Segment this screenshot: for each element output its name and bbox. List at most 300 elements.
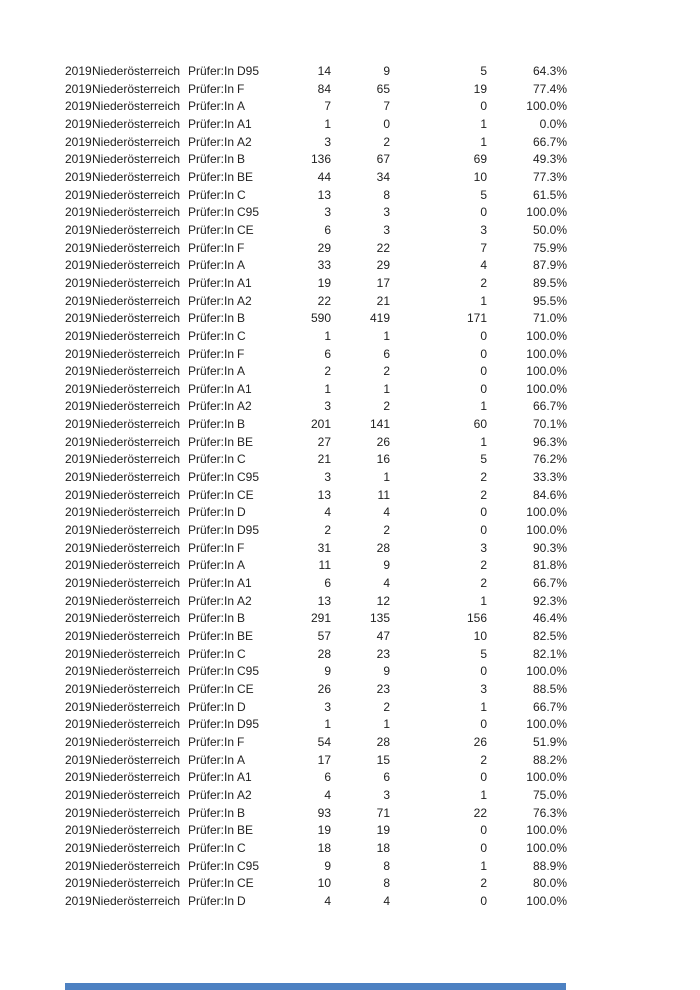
table-row <box>65 416 567 434</box>
role-cell: Prüfer:In <box>188 823 235 838</box>
region-cell: Niederösterreich <box>92 275 181 290</box>
pass-rate-cell: 81.8% <box>532 558 567 573</box>
passed-count-cell: 18 <box>376 840 390 855</box>
failed-count-cell: 2 <box>480 576 487 591</box>
pass-rate-cell: 77.4% <box>532 81 567 96</box>
total-count-cell: 1 <box>324 116 331 131</box>
region-cell: Niederösterreich <box>92 99 181 114</box>
total-count-cell: 136 <box>310 152 331 167</box>
total-count-cell: 3 <box>324 205 331 220</box>
total-count-cell: 291 <box>310 611 331 626</box>
license-class-cell: CE <box>237 222 254 237</box>
failed-count-cell: 1 <box>480 293 487 308</box>
year-cell: 2019 <box>65 487 92 502</box>
failed-count-cell: 5 <box>480 187 487 202</box>
pass-rate-cell: 82.1% <box>532 646 567 661</box>
pass-rate-cell: 80.0% <box>532 876 567 891</box>
passed-count-cell: 1 <box>383 470 390 485</box>
license-class-cell: A <box>237 99 246 114</box>
region-cell: Niederösterreich <box>92 876 181 891</box>
region-cell: Niederösterreich <box>92 611 181 626</box>
total-count-cell: 33 <box>317 258 331 273</box>
table-row <box>65 522 567 540</box>
year-cell: 2019 <box>65 593 92 608</box>
role-cell: Prüfer:In <box>188 840 235 855</box>
year-cell: 2019 <box>65 752 92 767</box>
role-cell: Prüfer:In <box>188 64 235 78</box>
license-class-cell: A1 <box>237 116 252 131</box>
year-cell: 2019 <box>65 681 92 696</box>
pass-rate-cell: 100.0% <box>526 823 567 838</box>
exam-results-table-body <box>65 63 567 911</box>
license-class-cell: F <box>237 346 245 361</box>
total-count-cell: 590 <box>310 311 331 326</box>
passed-count-cell: 12 <box>376 593 390 608</box>
role-cell: Prüfer:In <box>188 593 235 608</box>
region-cell: Niederösterreich <box>92 222 181 237</box>
table-row <box>65 540 567 558</box>
license-class-cell: F <box>237 81 245 96</box>
year-cell: 2019 <box>65 187 92 202</box>
region-cell: Niederösterreich <box>92 152 181 167</box>
total-count-cell: 9 <box>324 664 331 679</box>
total-count-cell: 93 <box>317 805 331 820</box>
year-cell: 2019 <box>65 364 92 379</box>
pass-rate-cell: 100.0% <box>526 523 567 538</box>
failed-count-cell: 22 <box>473 805 487 820</box>
region-cell: Niederösterreich <box>92 629 181 643</box>
table-row <box>65 451 567 469</box>
year-cell: 2019 <box>65 805 92 820</box>
table-row <box>65 328 567 346</box>
failed-count-cell: 1 <box>480 399 487 414</box>
role-cell: Prüfer:In <box>188 893 235 908</box>
passed-count-cell: 7 <box>383 99 390 114</box>
failed-count-cell: 0 <box>480 664 487 679</box>
role-cell: Prüfer:In <box>188 876 235 891</box>
failed-count-cell: 5 <box>480 646 487 661</box>
total-count-cell: 84 <box>317 81 331 96</box>
region-cell: Niederösterreich <box>92 169 181 184</box>
failed-count-cell: 0 <box>480 505 487 520</box>
license-class-cell: B <box>237 311 246 326</box>
region-cell: Niederösterreich <box>92 734 181 749</box>
total-count-cell: 6 <box>324 346 331 361</box>
pass-rate-cell: 95.5% <box>532 293 567 308</box>
passed-count-cell: 1 <box>383 381 390 396</box>
role-cell: Prüfer:In <box>188 752 235 767</box>
license-class-cell: B <box>237 805 246 820</box>
total-count-cell: 2 <box>324 364 331 379</box>
failed-count-cell: 1 <box>480 434 487 449</box>
role-cell: Prüfer:In <box>188 646 235 661</box>
license-class-cell: A1 <box>237 576 252 591</box>
passed-count-cell: 1 <box>383 717 390 732</box>
license-class-cell: A1 <box>237 381 252 396</box>
total-count-cell: 6 <box>324 222 331 237</box>
role-cell: Prüfer:In <box>188 629 235 643</box>
role-cell: Prüfer:In <box>188 770 235 785</box>
role-cell: Prüfer:In <box>188 81 235 96</box>
bottom-accent-bar <box>65 983 566 990</box>
passed-count-cell: 9 <box>383 64 390 78</box>
region-cell: Niederösterreich <box>92 752 181 767</box>
region-cell: Niederösterreich <box>92 311 181 326</box>
pass-rate-cell: 88.5% <box>532 681 567 696</box>
pass-rate-cell: 51.9% <box>532 734 567 749</box>
pass-rate-cell: 76.3% <box>532 805 567 820</box>
role-cell: Prüfer:In <box>188 169 235 184</box>
pass-rate-cell: 100.0% <box>526 346 567 361</box>
region-cell: Niederösterreich <box>92 593 181 608</box>
total-count-cell: 27 <box>317 434 331 449</box>
table-row <box>65 151 567 169</box>
region-cell: Niederösterreich <box>92 470 181 485</box>
region-cell: Niederösterreich <box>92 399 181 414</box>
role-cell: Prüfer:In <box>188 346 235 361</box>
pass-rate-cell: 82.5% <box>532 629 567 643</box>
role-cell: Prüfer:In <box>188 452 235 467</box>
year-cell: 2019 <box>65 452 92 467</box>
year-cell: 2019 <box>65 434 92 449</box>
total-count-cell: 6 <box>324 576 331 591</box>
table-row <box>65 699 567 717</box>
role-cell: Prüfer:In <box>188 558 235 573</box>
license-class-cell: D <box>237 505 246 520</box>
license-class-cell: B <box>237 417 246 432</box>
license-class-cell: CE <box>237 487 254 502</box>
license-class-cell: CE <box>237 876 254 891</box>
passed-count-cell: 16 <box>376 452 390 467</box>
passed-count-cell: 22 <box>376 240 390 255</box>
total-count-cell: 9 <box>324 858 331 873</box>
region-cell: Niederösterreich <box>92 452 181 467</box>
region-cell: Niederösterreich <box>92 187 181 202</box>
table-row <box>65 487 567 505</box>
region-cell: Niederösterreich <box>92 787 181 802</box>
role-cell: Prüfer:In <box>188 258 235 273</box>
failed-count-cell: 69 <box>473 152 487 167</box>
table-row <box>65 787 567 805</box>
pass-rate-cell: 96.3% <box>532 434 567 449</box>
failed-count-cell: 2 <box>480 876 487 891</box>
pass-rate-cell: 33.3% <box>532 470 567 485</box>
region-cell: Niederösterreich <box>92 505 181 520</box>
license-class-cell: A1 <box>237 770 252 785</box>
role-cell: Prüfer:In <box>188 293 235 308</box>
passed-count-cell: 4 <box>383 576 390 591</box>
passed-count-cell: 8 <box>383 187 390 202</box>
year-cell: 2019 <box>65 470 92 485</box>
license-class-cell: D <box>237 699 246 714</box>
region-cell: Niederösterreich <box>92 364 181 379</box>
passed-count-cell: 17 <box>376 275 390 290</box>
total-count-cell: 14 <box>317 64 331 78</box>
table-row <box>65 434 567 452</box>
license-class-cell: A2 <box>237 399 252 414</box>
passed-count-cell: 28 <box>376 540 390 555</box>
passed-count-cell: 47 <box>376 629 390 643</box>
region-cell: Niederösterreich <box>92 540 181 555</box>
pass-rate-cell: 66.7% <box>532 576 567 591</box>
passed-count-cell: 0 <box>383 116 390 131</box>
role-cell: Prüfer:In <box>188 99 235 114</box>
license-class-cell: C <box>237 840 246 855</box>
passed-count-cell: 28 <box>376 734 390 749</box>
failed-count-cell: 0 <box>480 205 487 220</box>
license-class-cell: A2 <box>237 134 252 149</box>
year-cell: 2019 <box>65 840 92 855</box>
license-class-cell: D95 <box>237 64 260 78</box>
failed-count-cell: 0 <box>480 523 487 538</box>
pass-rate-cell: 100.0% <box>526 717 567 732</box>
failed-count-cell: 5 <box>480 452 487 467</box>
passed-count-cell: 6 <box>383 770 390 785</box>
pass-rate-cell: 61.5% <box>532 187 567 202</box>
passed-count-cell: 4 <box>383 505 390 520</box>
total-count-cell: 10 <box>317 876 331 891</box>
region-cell: Niederösterreich <box>92 664 181 679</box>
table-row <box>65 169 567 187</box>
year-cell: 2019 <box>65 222 92 237</box>
pass-rate-cell: 64.3% <box>532 64 567 78</box>
region-cell: Niederösterreich <box>92 346 181 361</box>
table-row <box>65 805 567 823</box>
license-class-cell: A2 <box>237 593 252 608</box>
year-cell: 2019 <box>65 576 92 591</box>
failed-count-cell: 0 <box>480 328 487 343</box>
role-cell: Prüfer:In <box>188 611 235 626</box>
region-cell: Niederösterreich <box>92 523 181 538</box>
table-row <box>65 593 567 611</box>
year-cell: 2019 <box>65 664 92 679</box>
license-class-cell: D95 <box>237 523 260 538</box>
table-row <box>65 116 567 134</box>
passed-count-cell: 2 <box>383 523 390 538</box>
passed-count-cell: 9 <box>383 664 390 679</box>
year-cell: 2019 <box>65 81 92 96</box>
year-cell: 2019 <box>65 787 92 802</box>
failed-count-cell: 156 <box>466 611 487 626</box>
passed-count-cell: 8 <box>383 858 390 873</box>
role-cell: Prüfer:In <box>188 328 235 343</box>
failed-count-cell: 0 <box>480 381 487 396</box>
total-count-cell: 13 <box>317 593 331 608</box>
pass-rate-cell: 66.7% <box>532 399 567 414</box>
year-cell: 2019 <box>65 823 92 838</box>
passed-count-cell: 3 <box>383 222 390 237</box>
year-cell: 2019 <box>65 893 92 908</box>
total-count-cell: 26 <box>317 681 331 696</box>
role-cell: Prüfer:In <box>188 734 235 749</box>
table-row <box>65 363 567 381</box>
total-count-cell: 31 <box>317 540 331 555</box>
table-row <box>65 504 567 522</box>
total-count-cell: 2 <box>324 523 331 538</box>
pass-rate-cell: 100.0% <box>526 99 567 114</box>
passed-count-cell: 135 <box>369 611 390 626</box>
license-class-cell: BE <box>237 823 254 838</box>
year-cell: 2019 <box>65 311 92 326</box>
pass-rate-cell: 46.4% <box>532 611 567 626</box>
exam-results-table <box>65 63 567 911</box>
year-cell: 2019 <box>65 399 92 414</box>
role-cell: Prüfer:In <box>188 275 235 290</box>
region-cell: Niederösterreich <box>92 417 181 432</box>
table-row <box>65 381 567 399</box>
total-count-cell: 13 <box>317 487 331 502</box>
pass-rate-cell: 71.0% <box>532 311 567 326</box>
license-class-cell: A2 <box>237 293 252 308</box>
failed-count-cell: 3 <box>480 681 487 696</box>
failed-count-cell: 0 <box>480 770 487 785</box>
failed-count-cell: 1 <box>480 116 487 131</box>
region-cell: Niederösterreich <box>92 240 181 255</box>
pass-rate-cell: 70.1% <box>532 417 567 432</box>
role-cell: Prüfer:In <box>188 240 235 255</box>
failed-count-cell: 0 <box>480 346 487 361</box>
license-class-cell: D95 <box>237 717 260 732</box>
year-cell: 2019 <box>65 64 92 78</box>
year-cell: 2019 <box>65 558 92 573</box>
table-row <box>65 858 567 876</box>
pass-rate-cell: 88.2% <box>532 752 567 767</box>
pass-rate-cell: 49.3% <box>532 152 567 167</box>
pass-rate-cell: 100.0% <box>526 840 567 855</box>
license-class-cell: C <box>237 187 246 202</box>
region-cell: Niederösterreich <box>92 293 181 308</box>
license-class-cell: C95 <box>237 858 260 873</box>
table-row <box>65 187 567 205</box>
failed-count-cell: 0 <box>480 893 487 908</box>
total-count-cell: 29 <box>317 240 331 255</box>
passed-count-cell: 67 <box>376 152 390 167</box>
passed-count-cell: 141 <box>369 417 390 432</box>
total-count-cell: 19 <box>317 823 331 838</box>
total-count-cell: 3 <box>324 399 331 414</box>
region-cell: Niederösterreich <box>92 205 181 220</box>
failed-count-cell: 5 <box>480 64 487 78</box>
table-row <box>65 275 567 293</box>
year-cell: 2019 <box>65 699 92 714</box>
year-cell: 2019 <box>65 381 92 396</box>
failed-count-cell: 3 <box>480 540 487 555</box>
pass-rate-cell: 100.0% <box>526 364 567 379</box>
total-count-cell: 54 <box>317 734 331 749</box>
passed-count-cell: 3 <box>383 205 390 220</box>
passed-count-cell: 2 <box>383 699 390 714</box>
table-row <box>65 557 567 575</box>
region-cell: Niederösterreich <box>92 770 181 785</box>
total-count-cell: 3 <box>324 699 331 714</box>
total-count-cell: 6 <box>324 770 331 785</box>
year-cell: 2019 <box>65 328 92 343</box>
region-cell: Niederösterreich <box>92 858 181 873</box>
year-cell: 2019 <box>65 629 92 643</box>
passed-count-cell: 2 <box>383 134 390 149</box>
passed-count-cell: 4 <box>383 893 390 908</box>
region-cell: Niederösterreich <box>92 681 181 696</box>
total-count-cell: 11 <box>318 558 331 573</box>
pass-rate-cell: 89.5% <box>532 275 567 290</box>
failed-count-cell: 2 <box>480 558 487 573</box>
year-cell: 2019 <box>65 523 92 538</box>
passed-count-cell: 26 <box>376 434 390 449</box>
failed-count-cell: 60 <box>473 417 487 432</box>
passed-count-cell: 8 <box>383 876 390 891</box>
total-count-cell: 4 <box>324 787 331 802</box>
year-cell: 2019 <box>65 275 92 290</box>
total-count-cell: 44 <box>317 169 331 184</box>
license-class-cell: A1 <box>237 275 252 290</box>
license-class-cell: C <box>237 646 246 661</box>
region-cell: Niederösterreich <box>92 717 181 732</box>
role-cell: Prüfer:In <box>188 787 235 802</box>
role-cell: Prüfer:In <box>188 470 235 485</box>
table-row <box>65 134 567 152</box>
license-class-cell: A <box>237 258 246 273</box>
region-cell: Niederösterreich <box>92 134 181 149</box>
table-row <box>65 752 567 770</box>
role-cell: Prüfer:In <box>188 805 235 820</box>
table-row <box>65 769 567 787</box>
license-class-cell: A <box>237 364 246 379</box>
pass-rate-cell: 100.0% <box>526 770 567 785</box>
year-cell: 2019 <box>65 240 92 255</box>
pass-rate-cell: 87.9% <box>532 258 567 273</box>
region-cell: Niederösterreich <box>92 64 181 78</box>
role-cell: Prüfer:In <box>188 205 235 220</box>
failed-count-cell: 171 <box>466 311 487 326</box>
license-class-cell: A2 <box>237 787 252 802</box>
table-row <box>65 716 567 734</box>
region-cell: Niederösterreich <box>92 576 181 591</box>
region-cell: Niederösterreich <box>92 805 181 820</box>
license-class-cell: C95 <box>237 664 260 679</box>
role-cell: Prüfer:In <box>188 417 235 432</box>
region-cell: Niederösterreich <box>92 487 181 502</box>
year-cell: 2019 <box>65 717 92 732</box>
pass-rate-cell: 66.7% <box>532 699 567 714</box>
passed-count-cell: 419 <box>369 311 390 326</box>
year-cell: 2019 <box>65 205 92 220</box>
table-row <box>65 398 567 416</box>
failed-count-cell: 0 <box>480 99 487 114</box>
table-row <box>65 734 567 752</box>
region-cell: Niederösterreich <box>92 646 181 661</box>
table-row <box>65 875 567 893</box>
table-row <box>65 346 567 364</box>
region-cell: Niederösterreich <box>92 328 181 343</box>
license-class-cell: BE <box>237 629 254 643</box>
passed-count-cell: 15 <box>376 752 390 767</box>
license-class-cell: F <box>237 734 245 749</box>
license-class-cell: A <box>237 752 246 767</box>
year-cell: 2019 <box>65 152 92 167</box>
pass-rate-cell: 84.6% <box>532 487 567 502</box>
failed-count-cell: 0 <box>480 823 487 838</box>
passed-count-cell: 21 <box>376 293 390 308</box>
role-cell: Prüfer:In <box>188 858 235 873</box>
region-cell: Niederösterreich <box>92 434 181 449</box>
pass-rate-cell: 100.0% <box>526 893 567 908</box>
failed-count-cell: 2 <box>480 752 487 767</box>
total-count-cell: 3 <box>324 470 331 485</box>
region-cell: Niederösterreich <box>92 81 181 96</box>
region-cell: Niederösterreich <box>92 558 181 573</box>
total-count-cell: 201 <box>310 417 331 432</box>
failed-count-cell: 2 <box>480 275 487 290</box>
